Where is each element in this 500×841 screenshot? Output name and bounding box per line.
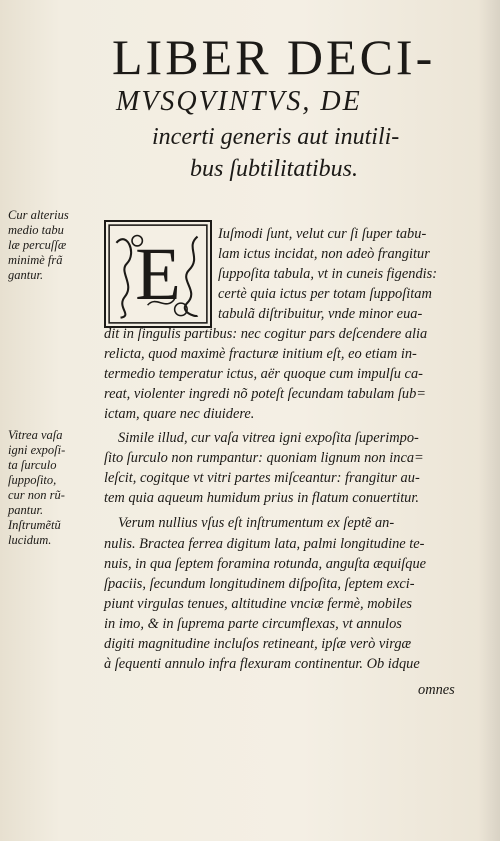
body-line: reat, violenter ingredi nõ poteſt ſecundam tabulam ſub= [104,386,426,402]
margin-note-2: Vitrea vaſa igni expoſi- ta ſurculo ſuppoſito, cur non rũ- pantur. Inſtrumẽtũ lucidum. [8,428,66,547]
body-line: Simile illud, cur vaſa vitrea igni expoſita ſuperimpo- [118,430,419,446]
title-line-1: LIBER DECI- [112,29,436,85]
title-line-2: MVSQVINTVS, DE [116,86,362,117]
body-line: tabulã diſtribuitur, vnde minor eua- [218,306,423,322]
body-line: digiti magnitudine incluſos retineant, ipſæ verò virgæ [104,636,412,652]
body-line: Verum nullius vſus eſt inſtrumentum ex ſeptẽ an- [118,515,395,531]
body-line: ſpaciis, ſecundum longitudinem diſpoſita, ſeptem exci- [104,576,415,592]
body-line: ictam, quare nec diuidere. [104,406,255,422]
body-line: leſcit, cogitque vt vitri partes miſceantur: frangitur au- [104,470,420,486]
body-line: termedio temperatur ictus, aër quoque cum impulſu ca- [104,366,423,382]
margin-note-1: Cur alterius medio tabu læ percuſſæ minimè frã gantur. [8,208,69,282]
decorated-initial-e [104,220,212,328]
ornament-initial-icon [106,222,210,326]
body-line: ſuppoſita tabula, vt in cuneis figendis: [218,266,438,282]
body-line: in imo, & in ſuprema parte circumflexas, vt annulos [104,616,402,632]
body-line: omnes [418,682,455,698]
body-line: à ſequenti annulo infra flexuram continentur. Ob idque [104,656,420,672]
body-line: ſito ſurculo non rumpantur: quoniam lignum non inca= [104,450,424,466]
body-line: tem quia aqueum humidum prius in flatum conuertitur. [104,490,419,506]
initial-letter: E [135,232,181,316]
body-line: relicta, quod maximè fracturæ initium eſt, eo etiam in- [104,346,417,362]
page-gutter-shadow [478,0,500,841]
body-line: piunt virgulas tenues, altitudine vnciæ fermè, mobiles [104,596,413,612]
body-line: lam ictus incidat, non adeò frangitur [218,246,430,262]
title-line-4: bus ſubtilitatibus. [190,156,359,182]
body-line: dit in ſingulis partibus: nec cogitur pars deſcendere alia [104,326,428,342]
body-line: nulis. Bractea ferrea digitum lata, palmi longitudine te- [104,536,425,552]
body-line: certè quia ictus per totam ſuppoſitam [218,286,432,302]
title-line-3: incerti generis aut inutili- [152,124,400,150]
body-line: nuis, in qua ſeptem foramina rotunda, anguſta æquiſque [104,556,427,572]
body-line: Iuſmodi ſunt, velut cur ſi ſuper tabu- [218,226,427,242]
